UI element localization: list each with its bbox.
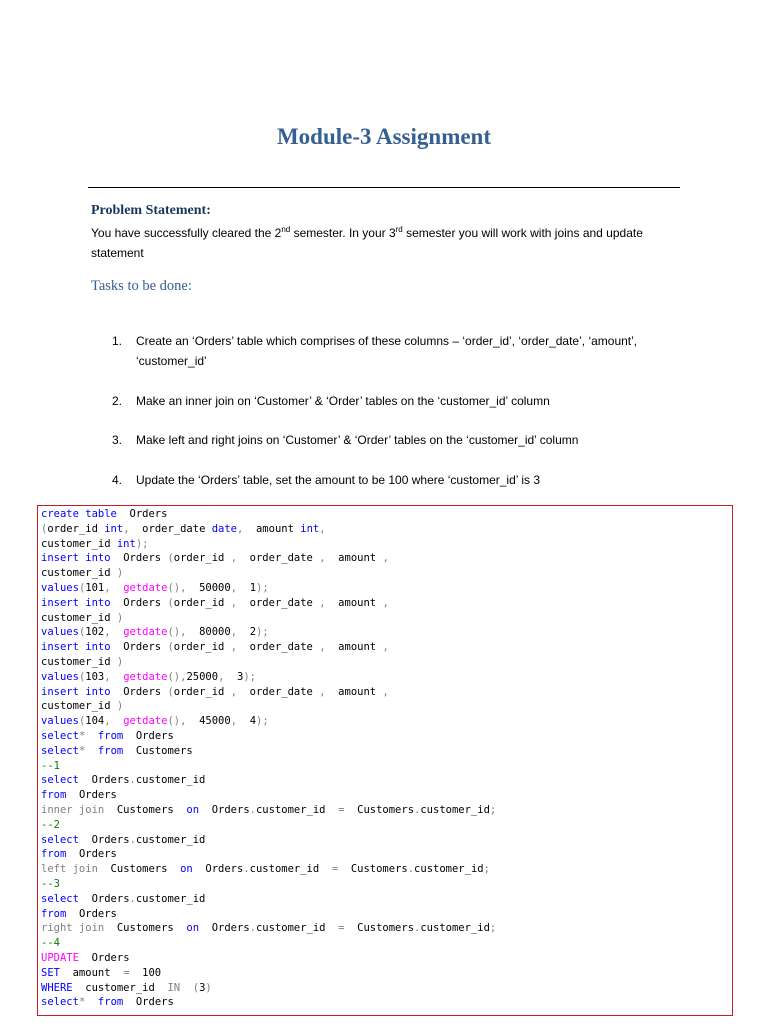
code-line <box>41 537 496 552</box>
code-token: Customers <box>104 803 187 816</box>
code-token: Orders <box>110 596 168 609</box>
problem-statement-heading: Problem Statement: <box>91 203 211 218</box>
code-token: Orders <box>199 922 250 935</box>
code-token: amount <box>59 966 124 979</box>
code-token: (), <box>167 670 187 683</box>
code-token: order_id <box>173 641 231 654</box>
code-token: values <box>41 670 79 683</box>
sql-code <box>41 507 496 1010</box>
code-token: 100 <box>129 966 162 979</box>
code-token: ); <box>243 670 257 683</box>
code-token: ( <box>167 641 174 654</box>
code-token: Customers <box>104 922 187 935</box>
code-token: ( <box>78 581 86 594</box>
code-token: (), <box>167 715 187 728</box>
code-token <box>111 671 124 683</box>
code-token: , <box>319 685 326 698</box>
code-token: insert into <box>41 685 111 698</box>
code-token: on <box>180 863 193 876</box>
code-token: order_date <box>237 641 320 654</box>
code-token: ( <box>41 522 48 535</box>
code-token: . <box>249 803 256 816</box>
code-token: , <box>104 715 111 728</box>
code-token: ; <box>483 863 490 876</box>
code-token: customer_id <box>72 981 168 994</box>
code-token: . <box>243 863 250 876</box>
code-token: --1 <box>41 759 60 772</box>
code-line <box>41 581 496 596</box>
code-token <box>180 982 193 994</box>
code-line <box>41 714 496 729</box>
code-token: customer_id <box>255 803 339 816</box>
code-token: Orders <box>110 641 168 654</box>
code-line <box>41 611 496 626</box>
code-token: 3 <box>199 981 206 994</box>
code-token: Customers <box>338 863 408 876</box>
code-token: customer_id <box>414 863 484 876</box>
code-token: inner join <box>41 803 105 816</box>
code-line <box>41 507 496 522</box>
code-token: , <box>319 552 326 565</box>
tasks-heading: Tasks to be done: <box>91 278 192 294</box>
task-number: 4. <box>112 473 123 487</box>
code-token: , <box>230 715 238 728</box>
code-line <box>41 981 496 996</box>
code-line <box>41 773 496 788</box>
code-token: customer_id <box>255 922 339 935</box>
code-token: , <box>230 626 238 639</box>
code-token: , <box>230 552 238 565</box>
code-line <box>41 803 496 818</box>
code-token: , <box>104 581 111 594</box>
code-token <box>111 626 124 638</box>
code-token: select <box>41 774 79 787</box>
code-line <box>41 966 496 981</box>
code-token: --3 <box>41 877 60 890</box>
code-token: WHERE <box>41 981 73 994</box>
code-token: customer_id <box>41 655 117 668</box>
code-token: 4 <box>237 715 257 728</box>
code-token: customer_id <box>41 567 117 580</box>
code-token: order_date <box>237 552 320 565</box>
code-line <box>41 551 496 566</box>
task-text: Make an inner join on ‘Customer’ & ‘Order’ tables on the ‘customer_id’ column <box>136 394 550 408</box>
code-token: , <box>218 670 225 683</box>
code-token: , <box>382 596 389 609</box>
code-token: right join <box>41 922 105 935</box>
code-token: ( <box>167 596 174 609</box>
code-token: 104 <box>85 715 105 728</box>
code-token: values <box>41 581 79 594</box>
code-token: getdate <box>123 715 168 728</box>
code-token: , <box>382 552 389 565</box>
code-token: , <box>237 522 244 535</box>
code-token: order_date <box>237 596 320 609</box>
code-line <box>41 744 496 759</box>
code-token: = <box>338 922 345 935</box>
code-token <box>111 582 124 594</box>
code-token: = <box>331 863 339 876</box>
code-line <box>41 699 496 714</box>
code-line <box>41 788 496 803</box>
code-token: 1 <box>237 581 257 594</box>
code-token: = <box>123 966 130 979</box>
code-line <box>41 921 496 936</box>
task-item <box>112 470 682 490</box>
code-token: Customers <box>344 922 415 935</box>
code-token: from <box>97 996 124 1009</box>
code-token: ; <box>489 803 497 816</box>
code-token: amount <box>325 552 383 565</box>
code-token: create table <box>41 508 117 520</box>
code-token: amount <box>325 641 383 654</box>
code-token: 101 <box>85 581 105 594</box>
code-token: Orders <box>123 729 174 742</box>
code-line <box>41 566 496 581</box>
code-line <box>41 640 496 655</box>
code-token: order_id <box>173 552 231 565</box>
code-token: order_date <box>237 685 320 698</box>
code-line <box>41 833 496 848</box>
code-token: order_date <box>129 522 212 535</box>
code-line <box>41 729 496 744</box>
code-token: on <box>186 922 200 935</box>
code-token: select <box>41 833 79 846</box>
code-token: * <box>78 729 86 742</box>
code-line <box>41 522 496 537</box>
code-token: getdate <box>123 670 168 683</box>
code-token <box>85 730 98 742</box>
code-token: ) <box>205 981 212 994</box>
code-token: Orders <box>78 833 130 846</box>
code-token: Orders <box>78 774 130 787</box>
code-token: ( <box>78 626 86 639</box>
code-token: SET <box>41 966 60 979</box>
code-token: Customers <box>97 863 181 876</box>
code-token: Orders <box>66 848 117 861</box>
code-token: Orders <box>116 508 168 520</box>
code-token: amount <box>325 596 383 609</box>
code-line <box>41 655 496 670</box>
code-line <box>41 995 496 1010</box>
task-item <box>112 331 682 371</box>
code-token: 102 <box>85 626 105 639</box>
code-token: --4 <box>41 937 60 950</box>
code-token: IN <box>167 981 181 994</box>
code-token: ); <box>256 581 269 594</box>
sql-code-block <box>37 505 733 1016</box>
code-token: --2 <box>41 818 60 831</box>
code-line <box>41 625 496 640</box>
code-token: . <box>414 803 421 816</box>
code-token: , <box>319 522 326 535</box>
code-token: int <box>116 537 136 550</box>
code-token: Orders <box>199 803 250 816</box>
code-token: getdate <box>123 581 168 594</box>
code-token: insert into <box>41 552 111 565</box>
code-token: Orders <box>78 951 130 964</box>
code-token: ; <box>489 922 497 935</box>
code-token: ( <box>192 981 200 994</box>
code-token <box>85 745 98 757</box>
code-token: ) <box>116 700 124 713</box>
code-token <box>85 996 98 1008</box>
code-token: ) <box>116 567 124 580</box>
code-token: date <box>211 522 238 535</box>
code-token: customer_id <box>41 611 117 624</box>
code-token: values <box>41 715 79 728</box>
code-token: . <box>129 833 136 846</box>
code-token: * <box>78 744 86 757</box>
task-item <box>112 430 682 450</box>
code-token: from <box>97 744 124 757</box>
document-title: Module-3 Assignment <box>276 124 492 149</box>
code-token: Orders <box>78 892 130 905</box>
code-token: order_id <box>47 522 105 535</box>
code-line <box>41 877 496 892</box>
code-token: select <box>41 892 79 905</box>
code-token: ) <box>116 611 124 624</box>
code-token: customer_id <box>135 833 206 846</box>
code-token: , <box>123 522 130 535</box>
code-token: amount <box>325 685 383 698</box>
code-token: 103 <box>85 670 105 683</box>
code-token: Orders <box>66 789 117 802</box>
code-token: . <box>129 892 136 905</box>
code-line <box>41 862 496 877</box>
code-token: ); <box>256 715 269 728</box>
code-token: Customers <box>344 803 415 816</box>
code-token: from <box>41 907 67 920</box>
task-number: 3. <box>112 433 123 447</box>
task-text: Create an ‘Orders’ table which comprises of these columns – ‘order_id’, ‘order_date’, ‘amount’, ‘customer_id’ <box>136 334 638 368</box>
code-token: ( <box>78 715 86 728</box>
code-token: customer_id <box>41 700 117 713</box>
code-line <box>41 907 496 922</box>
code-token: ) <box>116 655 124 668</box>
code-token: Orders <box>192 863 244 876</box>
code-line <box>41 818 496 833</box>
code-token: UPDATE <box>41 951 79 964</box>
code-token: . <box>414 922 421 935</box>
code-token: , <box>104 670 111 683</box>
task-text: Update the ‘Orders’ table, set the amount to be 100 where ‘customer_id’ is 3 <box>136 473 540 487</box>
task-text: Make left and right joins on ‘Customer’ & ‘Order’ tables on the ‘customer_id’ column <box>136 433 579 447</box>
code-token: select <box>41 744 79 757</box>
code-token: customer_id <box>135 774 206 787</box>
code-token: insert into <box>41 641 111 654</box>
code-token: 80000 <box>186 626 231 639</box>
code-token: 25000 <box>186 670 219 683</box>
code-token: , <box>230 685 238 698</box>
code-line <box>41 759 496 774</box>
code-line <box>41 936 496 951</box>
code-token: on <box>186 803 200 816</box>
code-token: = <box>338 803 345 816</box>
code-token: , <box>319 596 326 609</box>
code-token: amount <box>243 522 301 535</box>
code-token: Customers <box>123 744 193 757</box>
code-token: int <box>104 522 124 535</box>
code-token: Orders <box>110 552 168 565</box>
code-token: getdate <box>123 626 168 639</box>
code-token: , <box>104 626 111 639</box>
code-token: select <box>41 996 79 1009</box>
code-token: , <box>319 641 326 654</box>
code-token: Orders <box>123 996 174 1009</box>
code-token: insert into <box>41 596 111 609</box>
code-token: order_id <box>173 596 231 609</box>
code-token: select <box>41 729 79 742</box>
code-token: 2 <box>237 626 257 639</box>
code-token: 3 <box>224 670 244 683</box>
code-token: ( <box>167 685 174 698</box>
code-token: , <box>230 596 238 609</box>
code-token: ( <box>167 552 174 565</box>
task-item <box>112 391 682 411</box>
code-token: ); <box>256 626 269 639</box>
code-token: customer_id <box>420 803 490 816</box>
code-token: customer_id <box>135 892 206 905</box>
code-token: int <box>300 522 320 535</box>
code-line <box>41 670 496 685</box>
code-token: ( <box>78 670 86 683</box>
code-token: 50000 <box>186 581 231 594</box>
problem-statement-text: You have successfully cleared the 2nd semester. In your 3rd semester you will work with joins and update statement <box>91 225 643 260</box>
code-token: 45000 <box>186 715 231 728</box>
code-token: . <box>407 863 415 876</box>
code-token: . <box>249 922 256 935</box>
title-divider <box>88 187 680 188</box>
code-token: (), <box>167 626 187 639</box>
code-token <box>111 715 124 727</box>
code-token: . <box>129 774 136 787</box>
code-token: , <box>382 685 389 698</box>
code-line <box>41 892 496 907</box>
code-token: , <box>382 641 389 654</box>
code-token: from <box>97 729 124 742</box>
code-token: Orders <box>66 907 117 920</box>
task-number: 1. <box>112 334 123 348</box>
code-line <box>41 685 496 700</box>
code-token: order_id <box>173 685 231 698</box>
code-token: , <box>230 581 238 594</box>
code-token: , <box>230 641 238 654</box>
code-token: left join <box>41 863 98 876</box>
code-line <box>41 596 496 611</box>
code-token: ); <box>135 537 149 550</box>
code-token: (), <box>167 581 187 594</box>
code-line <box>41 847 496 862</box>
code-token: customer_id <box>41 537 117 550</box>
code-token: * <box>78 996 86 1009</box>
code-token: Orders <box>110 685 168 698</box>
code-line <box>41 951 496 966</box>
code-token: values <box>41 626 79 639</box>
code-token: from <box>41 848 67 861</box>
task-number: 2. <box>112 394 123 408</box>
code-token: customer_id <box>249 863 332 876</box>
code-token: customer_id <box>420 922 490 935</box>
code-token: from <box>41 789 67 802</box>
